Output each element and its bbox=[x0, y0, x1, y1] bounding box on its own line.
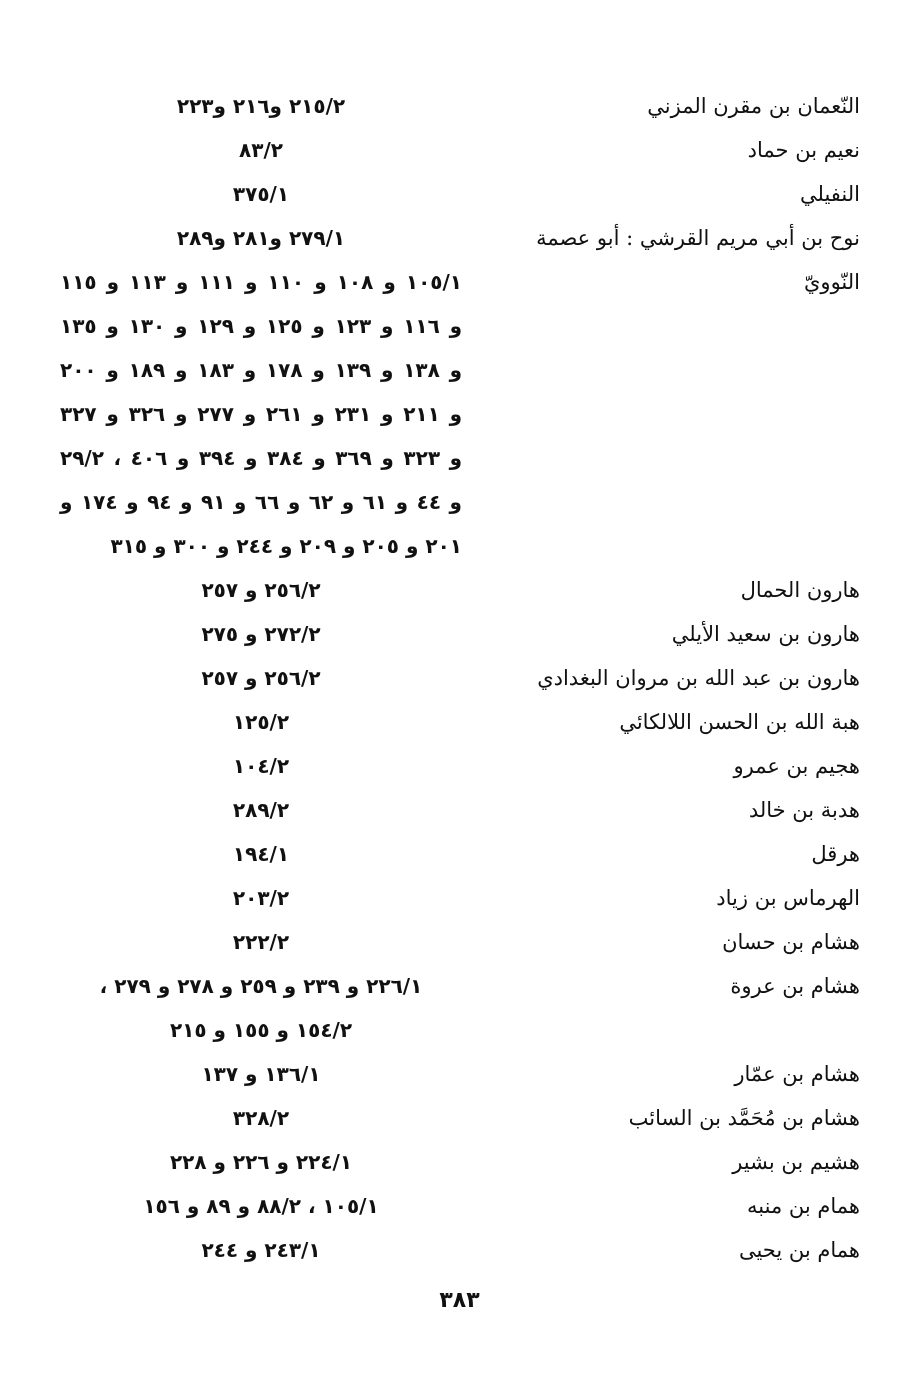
index-entry bbox=[60, 612, 860, 656]
reference-line: ١٩٤/١ bbox=[232, 842, 290, 866]
entry-references bbox=[60, 744, 462, 788]
index-entry bbox=[60, 832, 860, 876]
entry-name: هجيم بن عمرو bbox=[733, 754, 860, 778]
reference-line: ٢٢٦/١ و ٢٣٩ و ٢٥٩ و ٢٧٨ و ٢٧٩ ، bbox=[99, 974, 423, 998]
entry-name: همام بن منبه bbox=[747, 1194, 860, 1218]
index-entry bbox=[60, 700, 860, 744]
entry-name: هشام بن عمّار bbox=[734, 1062, 860, 1086]
entry-name: النفيلي bbox=[800, 182, 860, 206]
reference-line: ٢٠٣/٢ bbox=[232, 886, 290, 910]
index-entry bbox=[60, 84, 860, 128]
index-entry bbox=[60, 788, 860, 832]
index-entry bbox=[60, 920, 860, 964]
entry-name: هبة الله بن الحسن اللالكائي bbox=[619, 710, 860, 734]
reference-line: و ٢١١ و ٢٣١ و ٢٦١ و ٢٧٧ و ٣٢٦ و ٣٢٧ bbox=[60, 402, 463, 426]
entry-name: هدبة بن خالد bbox=[748, 798, 860, 822]
reference-line: و ١٣٨ و ١٣٩ و ١٧٨ و ١٨٣ و ١٨٩ و ٢٠٠ bbox=[60, 358, 463, 382]
index-entry bbox=[60, 744, 860, 788]
reference-line: ٢٧٩/١ و٢٨١ و٢٨٩ bbox=[176, 226, 346, 250]
entry-name: نعيم بن حماد bbox=[747, 138, 860, 162]
index-entry bbox=[60, 568, 860, 612]
reference-line: ٢٧٢/٢ و ٢٧٥ bbox=[201, 622, 321, 646]
index-entry bbox=[60, 260, 860, 568]
index-entry bbox=[60, 1052, 860, 1096]
reference-line: و ٣٢٣ و ٣٦٩ و ٣٨٤ و ٣٩٤ و ٤٠٦ ، ٢٩/٢ bbox=[60, 446, 463, 470]
entry-name: هشيم بن بشير bbox=[732, 1150, 860, 1174]
reference-line: ٢٨٩/٢ bbox=[232, 798, 290, 822]
entry-references bbox=[60, 788, 462, 832]
entry-name: هشام بن حسان bbox=[722, 930, 860, 954]
entry-references bbox=[60, 260, 462, 568]
reference-line: ٢١٥/٢ و٢١٦ و٢٢٣ bbox=[176, 94, 346, 118]
entry-name: هارون بن عبد الله بن مروان البغدادي bbox=[537, 666, 860, 690]
entry-references bbox=[60, 1228, 462, 1272]
entry-references bbox=[60, 1096, 462, 1140]
reference-line: ٢٥٦/٢ و ٢٥٧ bbox=[201, 666, 321, 690]
reference-line: ٢٢٤/١ و ٢٢٦ و ٢٢٨ bbox=[169, 1150, 353, 1174]
page-number: ٣٨٣ bbox=[439, 1288, 480, 1313]
entry-references bbox=[60, 656, 462, 700]
names-index bbox=[60, 84, 860, 1272]
reference-line: ١٣٦/١ و ١٣٧ bbox=[201, 1062, 321, 1086]
entry-references bbox=[60, 128, 462, 172]
reference-line: و ١١٦ و ١٢٣ و ١٢٥ و ١٢٩ و ١٣٠ و ١٣٥ bbox=[60, 314, 463, 338]
entry-references bbox=[60, 172, 462, 216]
reference-line: ١٠٤/٢ bbox=[232, 754, 290, 778]
entry-references bbox=[60, 876, 462, 920]
index-entry bbox=[60, 1140, 860, 1184]
reference-line: ٢٤٣/١ و ٢٤٤ bbox=[201, 1238, 321, 1262]
reference-line: ٣٧٥/١ bbox=[232, 182, 290, 206]
entry-name: هرقل bbox=[811, 842, 860, 866]
entry-references bbox=[60, 84, 462, 128]
entry-name: النّعمان بن مقرن المزني bbox=[647, 94, 860, 118]
reference-line: ١٠٥/١ و ١٠٨ و ١١٠ و ١١١ و ١١٣ و ١١٥ bbox=[60, 270, 462, 294]
reference-line: ١٢٥/٢ bbox=[232, 710, 290, 734]
reference-line: و ٤٤ و ٦١ و ٦٢ و ٦٦ و ٩١ و ٩٤ و ١٧٤ و bbox=[60, 490, 462, 514]
entry-references bbox=[60, 700, 462, 744]
index-entry bbox=[60, 216, 860, 260]
index-entry bbox=[60, 172, 860, 216]
entry-name: همام بن يحيى bbox=[738, 1238, 860, 1262]
reference-line: ٨٣/٢ bbox=[239, 138, 283, 162]
entry-references bbox=[60, 964, 462, 1052]
index-entry bbox=[60, 128, 860, 172]
index-entry bbox=[60, 656, 860, 700]
entry-references bbox=[60, 1140, 462, 1184]
entry-name: هشام بن مُحَمَّد بن السائب bbox=[628, 1106, 860, 1130]
entry-references bbox=[60, 1052, 462, 1096]
entry-name: هشام بن عروة bbox=[730, 974, 860, 998]
index-entry bbox=[60, 1096, 860, 1140]
entry-name: الهرماس بن زياد bbox=[716, 886, 860, 910]
reference-line: ١٠٥/١ ، ٨٨/٢ و ٨٩ و ١٥٦ bbox=[143, 1194, 379, 1218]
entry-name: هارون بن سعيد الأيلي bbox=[671, 622, 860, 646]
reference-line: ٢٠١ و ٢٠٥ و ٢٠٩ و ٢٤٤ و ٣٠٠ و ٣١٥ bbox=[110, 534, 462, 558]
reference-line: ٣٢٨/٢ bbox=[232, 1106, 290, 1130]
index-entry bbox=[60, 1228, 860, 1272]
reference-line: ٢٥٦/٢ و ٢٥٧ bbox=[201, 578, 321, 602]
entry-references bbox=[60, 832, 462, 876]
reference-line: ١٥٤/٢ و ١٥٥ و ٢١٥ bbox=[169, 1018, 353, 1042]
index-entry bbox=[60, 876, 860, 920]
entry-name: نوح بن أبي مريم القرشي : أبو عصمة bbox=[536, 226, 860, 250]
entry-references bbox=[60, 1184, 462, 1228]
reference-line: ٢٢٢/٢ bbox=[232, 930, 290, 954]
index-entry bbox=[60, 964, 860, 1052]
entry-references bbox=[60, 920, 462, 964]
entry-references bbox=[60, 612, 462, 656]
entry-name: هارون الحمال bbox=[740, 578, 860, 602]
entry-references bbox=[60, 568, 462, 612]
entry-name: النّوويّ bbox=[804, 270, 860, 294]
index-entry bbox=[60, 1184, 860, 1228]
entry-references bbox=[60, 216, 462, 260]
